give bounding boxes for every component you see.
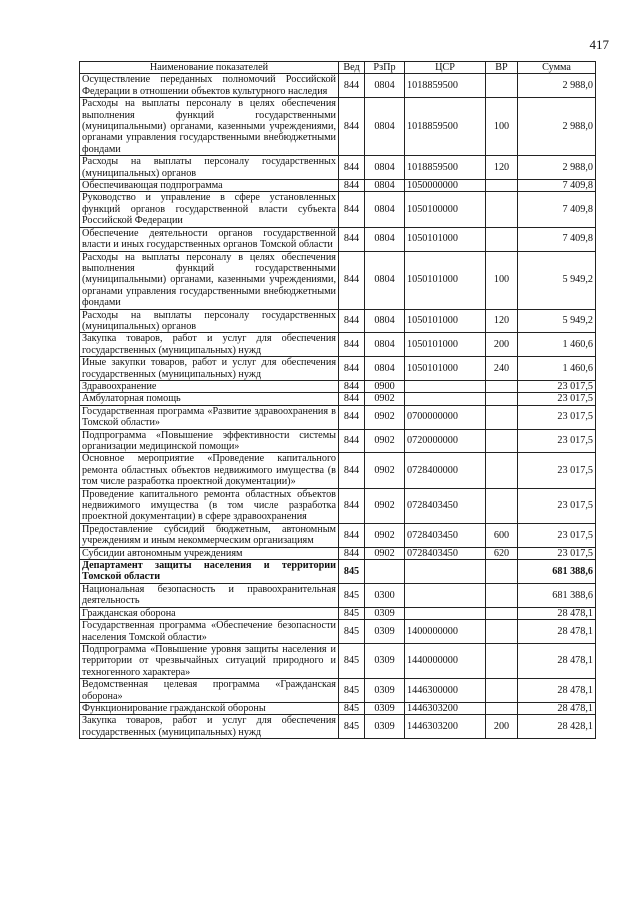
cell-sum: 28 478,1 (518, 702, 596, 714)
cell-sum: 28 478,1 (518, 620, 596, 644)
cell-csr (405, 393, 486, 405)
cell-vr: 620 (486, 547, 518, 559)
cell-csr: 1050101000 (405, 333, 486, 357)
cell-ved: 845 (339, 715, 365, 739)
cell-ved: 845 (339, 620, 365, 644)
cell-rzpr: 0902 (365, 405, 405, 429)
cell-rzpr: 0804 (365, 227, 405, 251)
table-body (80, 74, 596, 739)
cell-csr: 0720000000 (405, 429, 486, 453)
cell-vr (486, 74, 518, 98)
cell-vr (486, 393, 518, 405)
table-row (80, 547, 596, 559)
table-row (80, 357, 596, 381)
cell-name: Расходы на выплаты персоналу государственных (муниципальных) органов (80, 156, 339, 180)
cell-sum: 681 388,6 (518, 583, 596, 607)
cell-vr (486, 380, 518, 392)
cell-sum: 5 949,2 (518, 251, 596, 309)
cell-ved: 844 (339, 547, 365, 559)
cell-sum: 23 017,5 (518, 405, 596, 429)
cell-vr (486, 607, 518, 619)
table-row (80, 715, 596, 739)
cell-vr: 200 (486, 333, 518, 357)
table-row (80, 607, 596, 619)
cell-ved: 845 (339, 643, 365, 678)
table-row (80, 251, 596, 309)
header-csr: ЦСР (405, 62, 486, 74)
cell-name: Закупка товаров, работ и услуг для обеспечения государственных (муниципальных) нужд (80, 333, 339, 357)
cell-name: Осуществление переданных полномочий Российской Федерации в отношении объектов культурного наследия (80, 74, 339, 98)
cell-ved: 845 (339, 560, 365, 584)
cell-rzpr: 0309 (365, 607, 405, 619)
cell-name: Расходы на выплаты персоналу в целях обеспечения выполнения функций государственными (муниципальными) органами, казенными учреждениями, органами управления государственными внебюджетными фондами (80, 251, 339, 309)
cell-vr: 600 (486, 523, 518, 547)
cell-rzpr: 0804 (365, 180, 405, 192)
cell-csr: 0728403450 (405, 488, 486, 523)
cell-sum: 2 988,0 (518, 74, 596, 98)
table-row (80, 702, 596, 714)
cell-csr: 1446300000 (405, 679, 486, 703)
cell-ved: 844 (339, 405, 365, 429)
cell-csr: 1050101000 (405, 357, 486, 381)
table-row (80, 643, 596, 678)
cell-name: Обеспечивающая подпрограмма (80, 180, 339, 192)
cell-ved: 844 (339, 393, 365, 405)
table-row (80, 98, 596, 156)
cell-vr: 120 (486, 156, 518, 180)
cell-csr (405, 583, 486, 607)
cell-vr (486, 643, 518, 678)
cell-rzpr: 0309 (365, 715, 405, 739)
cell-sum: 2 988,0 (518, 98, 596, 156)
cell-rzpr: 0804 (365, 357, 405, 381)
cell-sum: 23 017,5 (518, 523, 596, 547)
cell-csr: 0728403450 (405, 523, 486, 547)
cell-name: Расходы на выплаты персоналу государственных (муниципальных) органов (80, 309, 339, 333)
cell-vr (486, 679, 518, 703)
cell-sum: 28 478,1 (518, 607, 596, 619)
cell-rzpr (365, 560, 405, 584)
cell-rzpr: 0309 (365, 679, 405, 703)
cell-csr: 1440000000 (405, 643, 486, 678)
cell-csr: 0728400000 (405, 453, 486, 488)
cell-ved: 844 (339, 180, 365, 192)
table-row (80, 679, 596, 703)
cell-csr (405, 607, 486, 619)
cell-vr (486, 405, 518, 429)
cell-ved: 845 (339, 679, 365, 703)
cell-ved: 844 (339, 429, 365, 453)
cell-name: Проведение капитального ремонта областных объектов недвижимого имущества (в том числе разработка проектной документации) в сфере здравоохранения (80, 488, 339, 523)
cell-ved: 844 (339, 380, 365, 392)
cell-ved: 844 (339, 227, 365, 251)
cell-vr (486, 227, 518, 251)
table-row (80, 74, 596, 98)
cell-vr (486, 429, 518, 453)
cell-name: Субсидии автономным учреждениям (80, 547, 339, 559)
header-ved: Вед (339, 62, 365, 74)
page-number: 417 (589, 37, 609, 52)
cell-ved: 844 (339, 74, 365, 98)
cell-sum: 23 017,5 (518, 393, 596, 405)
cell-vr (486, 560, 518, 584)
cell-csr: 1446303200 (405, 715, 486, 739)
cell-name: Расходы на выплаты персоналу в целях обеспечения выполнения функций государственными (муниципальными) органами, казенными учреждениями, органами управления государственными внебюджетными фондами (80, 98, 339, 156)
cell-name: Здравоохранение (80, 380, 339, 392)
cell-csr: 1050100000 (405, 192, 486, 227)
cell-name: Закупка товаров, работ и услуг для обеспечения государственных (муниципальных) нужд (80, 715, 339, 739)
cell-rzpr: 0309 (365, 620, 405, 644)
table-row (80, 192, 596, 227)
table-row (80, 405, 596, 429)
cell-csr: 1018859500 (405, 98, 486, 156)
cell-sum: 28 478,1 (518, 679, 596, 703)
cell-ved: 844 (339, 357, 365, 381)
cell-sum: 681 388,6 (518, 560, 596, 584)
cell-csr (405, 380, 486, 392)
cell-name: Государственная программа «Обеспечение безопасности населения Томской области» (80, 620, 339, 644)
header-sum: Сумма (518, 62, 596, 74)
cell-vr (486, 620, 518, 644)
table-row (80, 180, 596, 192)
cell-name: Подпрограмма «Повышение эффективности системы организации медицинской помощи» (80, 429, 339, 453)
cell-rzpr: 0309 (365, 702, 405, 714)
header-rzpr: РзПр (365, 62, 405, 74)
cell-csr: 1050101000 (405, 309, 486, 333)
cell-sum: 2 988,0 (518, 156, 596, 180)
cell-rzpr: 0804 (365, 156, 405, 180)
cell-ved: 844 (339, 453, 365, 488)
cell-rzpr: 0902 (365, 523, 405, 547)
cell-rzpr: 0300 (365, 583, 405, 607)
cell-csr (405, 560, 486, 584)
cell-sum: 7 409,8 (518, 180, 596, 192)
cell-vr: 120 (486, 309, 518, 333)
cell-name: Функционирование гражданской обороны (80, 702, 339, 714)
cell-name: Амбулаторная помощь (80, 393, 339, 405)
table-row (80, 620, 596, 644)
header-vr: ВР (486, 62, 518, 74)
cell-vr: 100 (486, 251, 518, 309)
header-name: Наименование показателей (80, 62, 339, 74)
table-row (80, 309, 596, 333)
cell-name: Обеспечение деятельности органов государственной власти и иных государственных органов Томской области (80, 227, 339, 251)
cell-sum: 1 460,6 (518, 357, 596, 381)
table-row (80, 429, 596, 453)
cell-rzpr: 0804 (365, 309, 405, 333)
cell-ved: 844 (339, 156, 365, 180)
cell-sum: 23 017,5 (518, 488, 596, 523)
cell-name: Национальная безопасность и правоохранительная деятельность (80, 583, 339, 607)
cell-ved: 844 (339, 192, 365, 227)
cell-ved: 845 (339, 607, 365, 619)
cell-rzpr: 0902 (365, 547, 405, 559)
cell-name: Ведомственная целевая программа «Гражданская оборона» (80, 679, 339, 703)
cell-vr: 240 (486, 357, 518, 381)
cell-csr: 0728403450 (405, 547, 486, 559)
cell-sum: 23 017,5 (518, 380, 596, 392)
cell-csr: 1050101000 (405, 251, 486, 309)
table-row (80, 583, 596, 607)
cell-vr (486, 702, 518, 714)
cell-ved: 844 (339, 523, 365, 547)
cell-sum: 1 460,6 (518, 333, 596, 357)
table-header-row (80, 62, 596, 74)
cell-sum: 23 017,5 (518, 429, 596, 453)
cell-csr: 1050101000 (405, 227, 486, 251)
cell-ved: 844 (339, 488, 365, 523)
cell-name: Департамент защиты населения и территории Томской области (80, 560, 339, 584)
cell-vr (486, 192, 518, 227)
cell-rzpr: 0902 (365, 488, 405, 523)
table-row (80, 453, 596, 488)
cell-rzpr: 0804 (365, 192, 405, 227)
cell-sum: 7 409,8 (518, 227, 596, 251)
cell-vr (486, 488, 518, 523)
cell-sum: 28 478,1 (518, 643, 596, 678)
cell-csr: 1400000000 (405, 620, 486, 644)
cell-sum: 7 409,8 (518, 192, 596, 227)
cell-name: Основное мероприятие «Проведение капитального ремонта областных объектов недвижимого имущества (в том числе разработка проектной документации)» (80, 453, 339, 488)
cell-name: Гражданская оборона (80, 607, 339, 619)
cell-name: Иные закупки товаров, работ и услуг для обеспечения государственных (муниципальных) нужд (80, 357, 339, 381)
cell-name: Руководство и управление в сфере установленных функций органов государственной власти субъекта Российской Федерации (80, 192, 339, 227)
cell-vr (486, 180, 518, 192)
cell-vr: 100 (486, 98, 518, 156)
table-row (80, 156, 596, 180)
cell-csr: 1018859500 (405, 156, 486, 180)
cell-ved: 845 (339, 702, 365, 714)
cell-sum: 23 017,5 (518, 547, 596, 559)
table-row (80, 333, 596, 357)
cell-rzpr: 0804 (365, 74, 405, 98)
cell-vr (486, 583, 518, 607)
cell-ved: 844 (339, 98, 365, 156)
cell-name: Предоставление субсидий бюджетным, автономным учреждениям и иным некоммерческим организациям (80, 523, 339, 547)
cell-ved: 844 (339, 251, 365, 309)
cell-vr (486, 453, 518, 488)
table-row (80, 380, 596, 392)
cell-sum: 23 017,5 (518, 453, 596, 488)
cell-csr: 1446303200 (405, 702, 486, 714)
table-row (80, 488, 596, 523)
cell-csr: 0700000000 (405, 405, 486, 429)
cell-sum: 28 428,1 (518, 715, 596, 739)
cell-rzpr: 0804 (365, 98, 405, 156)
table-row (80, 560, 596, 584)
cell-rzpr: 0902 (365, 429, 405, 453)
table-row (80, 523, 596, 547)
cell-name: Подпрограмма «Повышение уровня защиты населения и территории от чрезвычайных ситуаций природного и техногенного характера» (80, 643, 339, 678)
cell-name: Государственная программа «Развитие здравоохранения в Томской области» (80, 405, 339, 429)
cell-csr: 1050000000 (405, 180, 486, 192)
cell-vr: 200 (486, 715, 518, 739)
table-row (80, 227, 596, 251)
cell-ved: 844 (339, 333, 365, 357)
cell-rzpr: 0902 (365, 453, 405, 488)
cell-ved: 844 (339, 309, 365, 333)
cell-rzpr: 0804 (365, 333, 405, 357)
cell-sum: 5 949,2 (518, 309, 596, 333)
cell-rzpr: 0309 (365, 643, 405, 678)
budget-table (79, 61, 596, 739)
cell-rzpr: 0902 (365, 393, 405, 405)
cell-rzpr: 0804 (365, 251, 405, 309)
cell-csr: 1018859500 (405, 74, 486, 98)
cell-rzpr: 0900 (365, 380, 405, 392)
table-row (80, 393, 596, 405)
cell-ved: 845 (339, 583, 365, 607)
